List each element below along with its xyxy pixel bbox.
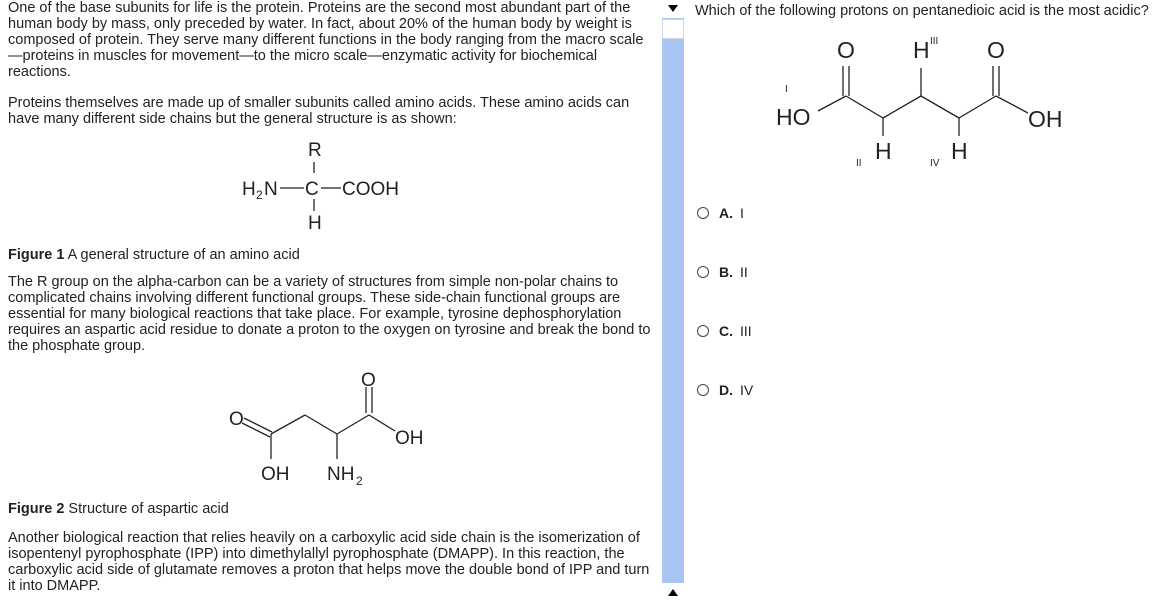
figure-1-caption-text: A general structure of an amino acid [64, 247, 300, 263]
passage-scrollbar[interactable] [657, 0, 685, 601]
pentanedioic-acid-structure [770, 28, 1110, 178]
proton-h-left: H [875, 138, 892, 164]
alpha-carbon-label: C [305, 179, 319, 200]
proton-label-i: I [785, 84, 788, 95]
passage-paragraph-4: Another biological reaction that relies heavily on a carboxylic acid side chain is the isomerization of isopentenyl pyrophosphate (IPP) into dimethylallyl pyrophosphate (DMAPP). In this reaction, the carboxylic acid side of glutamate removes a proton that helps move the double bond of IPP and turn it into DMAPP. [8, 530, 650, 594]
option-b-label: II [740, 264, 748, 280]
option-a-label: I [740, 205, 744, 221]
oxygen-left: O [229, 409, 244, 430]
option-a[interactable] [697, 204, 744, 222]
oxygen-top: O [361, 370, 376, 391]
figure-1-amino-acid-structure [230, 134, 430, 244]
r-group-label: R [308, 140, 322, 161]
passage-paragraph-2: Proteins themselves are made up of smaller subunits called amino acids. These amino acids can have many different side chains but the general structure is as shown: [8, 95, 630, 127]
figure-2-aspartic-acid-structure [225, 365, 445, 495]
figure-1-label: Figure 1 [8, 247, 65, 263]
cooh-label: COOH [342, 179, 399, 200]
oh-bottom-label: OH [261, 464, 290, 485]
nh-label: NH [327, 464, 355, 485]
proton-h-right: H [951, 138, 968, 164]
option-d-letter: D. [719, 382, 733, 398]
h-bottom-label: H [308, 213, 322, 234]
oh-right-label: OH [395, 428, 424, 449]
option-c[interactable] [697, 322, 752, 340]
option-b[interactable] [697, 263, 748, 281]
radio-button-icon[interactable] [697, 325, 709, 337]
figure-2-label: Figure 2 [8, 501, 65, 517]
proton-label-ii: II [856, 158, 862, 169]
subscript-2: 2 [256, 188, 263, 202]
proton-label-iii: III [930, 36, 939, 47]
radio-button-icon[interactable] [697, 384, 709, 396]
option-b-letter: B. [719, 264, 733, 280]
radio-button-icon[interactable] [697, 207, 709, 219]
oxygen-right: O [987, 37, 1005, 63]
ho-label: HO [776, 104, 811, 130]
nh2-subscript: 2 [356, 474, 363, 488]
n-label: N [264, 179, 278, 200]
question-text: Which of the following protons on pentanedioic acid is the most acidic? [695, 3, 1149, 19]
proton-h-top: H [913, 37, 930, 63]
oh-label: OH [1028, 106, 1063, 132]
proton-label-iv: IV [930, 158, 940, 169]
option-a-letter: A. [719, 205, 733, 221]
figure-2-caption-text: Structure of aspartic acid [64, 501, 229, 517]
option-d[interactable] [697, 381, 753, 399]
passage-paragraph-3: The R group on the alpha-carbon can be a variety of structures from simple non-polar chains to complicated chains involving different functional groups. These side-chain functional groups are essential for many biological reactions that take place. For example, tyrosine dephosphorylation requires an aspartic acid residue to donate a proton to the oxygen on tyrosine and break the bond to the phosphate group. [8, 274, 651, 354]
option-d-label: IV [740, 382, 754, 398]
figure-1-caption [8, 247, 300, 263]
scrollbar-track[interactable] [662, 0, 684, 601]
option-c-label: III [740, 323, 752, 339]
scroll-up-arrow-icon[interactable] [662, 583, 684, 601]
option-c-letter: C. [719, 323, 733, 339]
figure-2-caption [8, 501, 229, 517]
passage-paragraph-1: One of the base subunits for life is the protein. Proteins are the second most abundant part of the human body by mass, only preceded by water. In fact, about 20% of the human body by weight is composed of protein. They serve many different functions in the body ranging from the macro scale—proteins in muscles for movement—to the micro scale—enzymatic activity for biochemical reactions. [8, 0, 644, 80]
h-label: H [242, 179, 256, 200]
oxygen-left: O [837, 37, 855, 63]
scroll-down-arrow-icon[interactable] [662, 0, 684, 18]
radio-button-icon[interactable] [697, 266, 709, 278]
scrollbar-thumb[interactable] [662, 19, 684, 39]
